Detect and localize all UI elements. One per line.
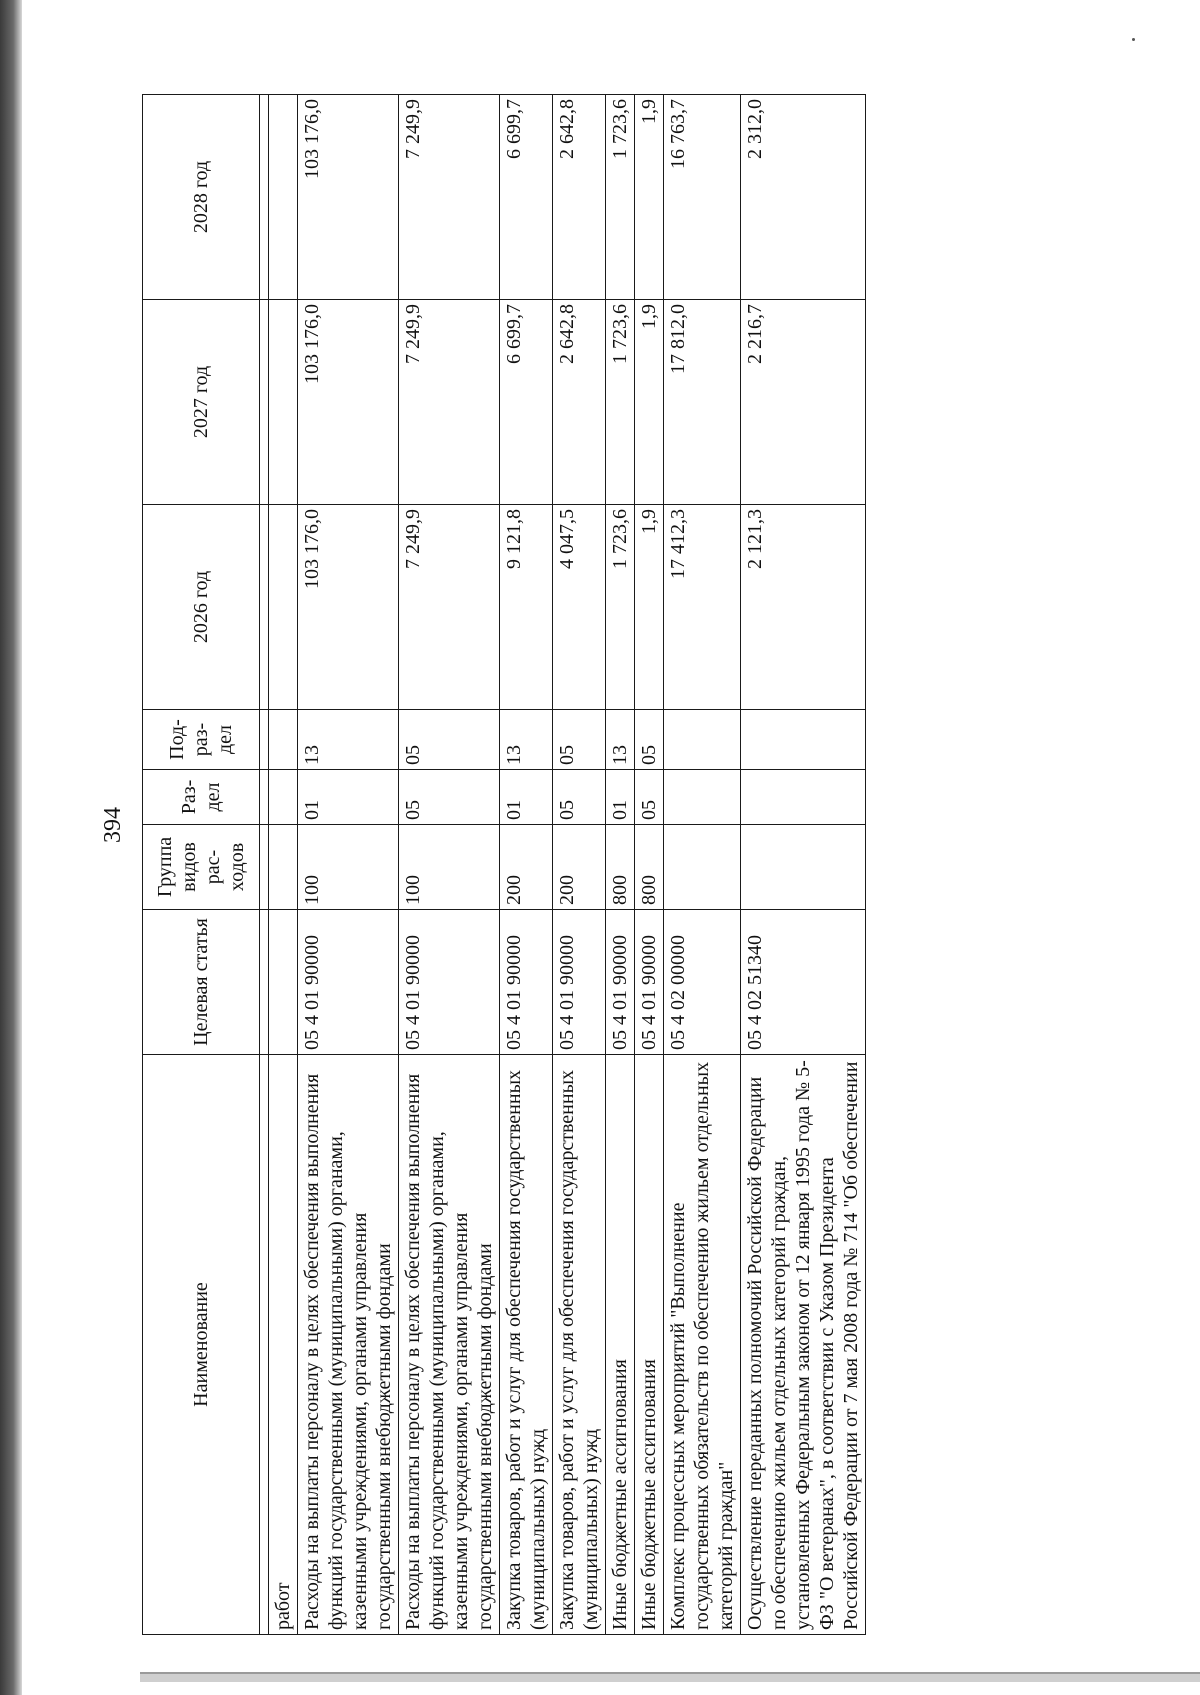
scan-bottom-band bbox=[140, 1672, 1200, 1682]
page-number: 394 bbox=[100, 807, 126, 843]
row-section: 01 bbox=[298, 770, 399, 825]
row-section: 05 bbox=[635, 770, 664, 825]
row-value-2026: 2 121,3 bbox=[741, 505, 866, 710]
row-expense-group: 800 bbox=[606, 825, 635, 910]
row-name: работ bbox=[269, 1055, 298, 1635]
row-section bbox=[741, 770, 866, 825]
row-target-code: 05 4 01 90000 bbox=[500, 910, 553, 1055]
row-subsection: 05 bbox=[635, 710, 664, 770]
row-name: Осуществление переданных полномочий Российской Федерации по обеспечению жильем отдельных категорий граждан, установленных Федеральным законом от 12 января 1995 года № 5-ФЗ "О ветеранах", в соответствии с Указом Президента Российской Федерации от 7 мая 2008 года № 714 "Об обеспечении bbox=[741, 1055, 866, 1635]
row-section bbox=[269, 770, 298, 825]
row-value-2028 bbox=[269, 95, 298, 300]
row-section: 01 bbox=[500, 770, 553, 825]
row-target-code: 05 4 02 51340 bbox=[741, 910, 866, 1055]
row-name: Закупка товаров, работ и услуг для обеспечения государственных (муниципальных) нужд bbox=[553, 1055, 606, 1635]
spacer-row bbox=[260, 95, 269, 1635]
row-section bbox=[664, 770, 741, 825]
row-expense-group: 100 bbox=[399, 825, 500, 910]
row-value-2028: 7 249,9 bbox=[399, 95, 500, 300]
table-row bbox=[606, 95, 635, 1635]
col-header-code: Целевая статья bbox=[143, 910, 260, 1055]
row-value-2026: 17 412,3 bbox=[664, 505, 741, 710]
row-expense-group: 100 bbox=[298, 825, 399, 910]
budget-table bbox=[142, 94, 866, 1635]
row-expense-group bbox=[269, 825, 298, 910]
row-target-code: 05 4 02 00000 bbox=[664, 910, 741, 1055]
col-header-2027: 2027 год bbox=[143, 300, 260, 505]
table-row bbox=[664, 95, 741, 1635]
row-target-code: 05 4 01 90000 bbox=[553, 910, 606, 1055]
col-header-2026: 2026 год bbox=[143, 505, 260, 710]
row-value-2027: 6 699,7 bbox=[500, 300, 553, 505]
row-name: Закупка товаров, работ и услуг для обеспечения государственных (муниципальных) нужд bbox=[500, 1055, 553, 1635]
row-name: Иные бюджетные ассигнования bbox=[606, 1055, 635, 1635]
row-subsection bbox=[269, 710, 298, 770]
scan-edge-bar bbox=[0, 0, 22, 1695]
row-value-2027: 103 176,0 bbox=[298, 300, 399, 505]
row-subsection: 05 bbox=[553, 710, 606, 770]
row-value-2026: 7 249,9 bbox=[399, 505, 500, 710]
row-name: Комплекс процессных мероприятий "Выполнение государственных обязательств по обеспечению жильем отдельных категорий граждан" bbox=[664, 1055, 741, 1635]
row-value-2026: 1 723,6 bbox=[606, 505, 635, 710]
row-target-code: 05 4 01 90000 bbox=[298, 910, 399, 1055]
row-value-2027: 2 216,7 bbox=[741, 300, 866, 505]
table-row bbox=[553, 95, 606, 1635]
row-value-2026: 9 121,8 bbox=[500, 505, 553, 710]
row-subsection: 05 bbox=[399, 710, 500, 770]
col-header-section: Раз-дел bbox=[143, 770, 260, 825]
table-row bbox=[500, 95, 553, 1635]
row-name: Расходы на выплаты персоналу в целях обеспечения выполнения функций государственными (муниципальными) органами, казенными учреждениями, органами управления государственными внебюджетными фондами bbox=[298, 1055, 399, 1635]
row-value-2026: 103 176,0 bbox=[298, 505, 399, 710]
row-target-code: 05 4 01 90000 bbox=[399, 910, 500, 1055]
row-value-2027: 7 249,9 bbox=[399, 300, 500, 505]
row-value-2027 bbox=[269, 300, 298, 505]
row-section: 05 bbox=[553, 770, 606, 825]
row-value-2026: 4 047,5 bbox=[553, 505, 606, 710]
row-expense-group: 200 bbox=[553, 825, 606, 910]
row-value-2026 bbox=[269, 505, 298, 710]
row-value-2028: 1 723,6 bbox=[606, 95, 635, 300]
row-expense-group: 200 bbox=[500, 825, 553, 910]
row-value-2028: 16 763,7 bbox=[664, 95, 741, 300]
row-name: Расходы на выплаты персоналу в целях обеспечения выполнения функций государственными (муниципальными) органами, казенными учреждениями, органами управления государственными внебюджетными фондами bbox=[399, 1055, 500, 1635]
row-target-code: 05 4 01 90000 bbox=[635, 910, 664, 1055]
row-value-2027: 1 723,6 bbox=[606, 300, 635, 505]
rotated-page bbox=[100, 95, 1100, 1635]
table-row bbox=[741, 95, 866, 1635]
row-value-2026: 1,9 bbox=[635, 505, 664, 710]
row-subsection bbox=[741, 710, 866, 770]
row-target-code bbox=[269, 910, 298, 1055]
header-row bbox=[143, 95, 260, 1635]
row-value-2028: 2 642,8 bbox=[553, 95, 606, 300]
row-value-2027: 1,9 bbox=[635, 300, 664, 505]
col-header-subsection: Под-раз-дел bbox=[143, 710, 260, 770]
col-header-name: Наименование bbox=[143, 1055, 260, 1635]
row-name: Иные бюджетные ассигнования bbox=[635, 1055, 664, 1635]
row-value-2028: 103 176,0 bbox=[298, 95, 399, 300]
row-subsection: 13 bbox=[298, 710, 399, 770]
row-expense-group bbox=[664, 825, 741, 910]
row-section: 01 bbox=[606, 770, 635, 825]
row-value-2028: 2 312,0 bbox=[741, 95, 866, 300]
row-value-2027: 17 812,0 bbox=[664, 300, 741, 505]
row-value-2028: 1,9 bbox=[635, 95, 664, 300]
table-row bbox=[269, 95, 298, 1635]
row-target-code: 05 4 01 90000 bbox=[606, 910, 635, 1055]
row-expense-group bbox=[741, 825, 866, 910]
row-subsection: 13 bbox=[606, 710, 635, 770]
col-header-group: Группа видов рас-ходов bbox=[143, 825, 260, 910]
table-body bbox=[269, 95, 866, 1635]
row-value-2027: 2 642,8 bbox=[553, 300, 606, 505]
row-section: 05 bbox=[399, 770, 500, 825]
row-subsection bbox=[664, 710, 741, 770]
scan-speck bbox=[1132, 38, 1135, 41]
table-row bbox=[635, 95, 664, 1635]
row-subsection: 13 bbox=[500, 710, 553, 770]
table-row bbox=[399, 95, 500, 1635]
table-row bbox=[298, 95, 399, 1635]
row-value-2028: 6 699,7 bbox=[500, 95, 553, 300]
row-expense-group: 800 bbox=[635, 825, 664, 910]
col-header-2028: 2028 год bbox=[143, 95, 260, 300]
